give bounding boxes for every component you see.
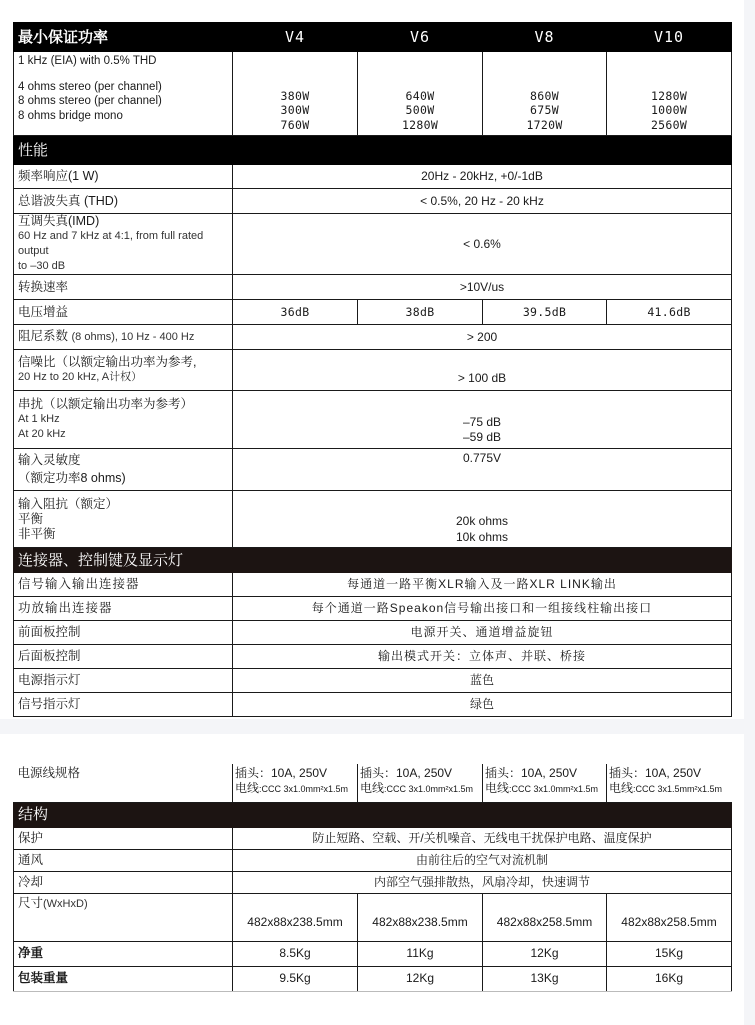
power-value: 860W	[530, 88, 559, 103]
cable-prefix: 电线	[235, 781, 260, 795]
pack-weight-v8: 13Kg	[483, 966, 607, 991]
power-value: 675W	[530, 103, 559, 117]
dimensions-row	[14, 893, 732, 941]
thd-value: < 0.5%, 20 Hz - 20 kHz	[233, 189, 732, 214]
power-labels	[14, 52, 233, 136]
power-value: 2560W	[650, 117, 688, 132]
power-label-8ohm: 8 ohms stereo (per channel)	[18, 95, 162, 107]
connectors-section-title: 连接器、控制键及显示灯	[14, 548, 732, 573]
gain-value-v8: 39.5dB	[483, 300, 607, 325]
crosstalk-value-20k: –59 dB	[462, 430, 502, 444]
connector-value: 绿色	[233, 693, 732, 717]
crosstalk-sub1: At 1 kHz	[18, 413, 60, 425]
power-value: 760W	[280, 117, 310, 132]
dimensions-label-suffix: (WxHxD)	[43, 897, 88, 910]
plug-spec: 插头：10A, 250V	[485, 766, 578, 780]
cooling-row	[14, 871, 732, 893]
table-header-row	[14, 23, 732, 52]
cable-spec: :CCC 3x1.0mm²x1.5m	[384, 784, 474, 794]
power-cord-v6	[358, 764, 483, 802]
imd-value: < 0.6%	[233, 214, 732, 275]
connector-label: 前面板控制	[14, 621, 233, 645]
connector-value: 电源开关、通道增益旋钮	[233, 621, 732, 645]
power-cord-v4	[233, 764, 358, 802]
sensitivity-sub: （额定功率8 ohms)	[18, 471, 126, 485]
structure-section-row	[14, 802, 732, 827]
impedance-label: 输入阻抗（额定）	[18, 496, 119, 511]
connector-label: 后面板控制	[14, 645, 233, 669]
impedance-values	[233, 491, 732, 548]
connector-row	[14, 669, 732, 693]
pack-weight-label: 包装重量	[14, 966, 233, 991]
sensitivity-labels	[14, 449, 233, 491]
crosstalk-labels	[14, 391, 233, 449]
dimensions-value-v10: 482x88x258.5mm	[607, 893, 732, 941]
power-value: 1000W	[650, 103, 688, 117]
connector-row	[14, 597, 732, 621]
connector-value: 每个通道一路Speakon信号输出接口和一组接线柱输出接口	[233, 597, 732, 621]
impedance-sub-balanced: 平衡	[18, 511, 44, 526]
power-values-v4	[233, 52, 358, 136]
performance-section-row	[14, 136, 732, 165]
power-cord-v10	[607, 764, 732, 802]
dimensions-value-v6: 482x88x238.5mm	[358, 893, 483, 941]
imd-sub2: to –30 dB	[18, 260, 66, 272]
ventilation-label: 通风	[14, 849, 233, 871]
power-values-v10	[607, 52, 732, 136]
power-values-v8	[483, 52, 607, 136]
snr-label: 信噪比（以额定输出功率为参考,	[18, 355, 197, 369]
power-label-bridge: 8 ohms bridge mono	[18, 109, 123, 122]
pack-weight-v10: 16Kg	[607, 966, 732, 991]
damping-row	[14, 325, 732, 350]
slew-value: >10V/us	[233, 275, 732, 300]
power-value: 1280W	[401, 117, 439, 132]
power-value: 500W	[405, 103, 435, 117]
power-value: 380W	[280, 88, 310, 103]
ventilation-value: 由前往后的空气对流机制	[233, 849, 732, 871]
connector-row	[14, 693, 732, 717]
pack-weight-v6: 12Kg	[358, 966, 483, 991]
pack-weight-v4: 9.5Kg	[233, 966, 358, 991]
sensitivity-label: 输入灵敏度	[18, 453, 81, 467]
connector-label: 电源指示灯	[14, 669, 233, 693]
dimensions-value-v8: 482x88x258.5mm	[483, 893, 607, 941]
imd-row	[14, 214, 732, 275]
impedance-sub-unbalanced: 非平衡	[18, 526, 56, 541]
connectors-section-row	[14, 548, 732, 573]
snr-labels	[14, 350, 233, 391]
freq-response-row	[14, 165, 732, 189]
crosstalk-row	[14, 391, 732, 449]
gain-value-v4: 36dB	[233, 300, 358, 325]
crosstalk-value-1k: –75 dB	[462, 415, 502, 429]
net-weight-row	[14, 941, 732, 966]
sensitivity-row	[14, 449, 732, 491]
thd-label: 总谐波失真 (THD)	[14, 189, 233, 214]
connector-value: 每通道一路平衡XLR输入及一路XLR LINK输出	[233, 573, 732, 597]
sensitivity-value: 0.775V	[233, 449, 732, 491]
snr-sub: 20 Hz to 20 kHz, A计权）	[18, 371, 143, 383]
power-cord-label: 电源线规格	[14, 764, 233, 802]
model-header-v6: V6	[358, 23, 483, 52]
impedance-value-balanced: 20k ohms	[455, 514, 509, 528]
power-values-v6	[358, 52, 483, 136]
power-row	[14, 52, 732, 136]
gain-row	[14, 300, 732, 325]
plug-spec: 插头：10A, 250V	[609, 766, 702, 780]
crosstalk-sub2: At 20 kHz	[18, 428, 66, 440]
power-cord-row	[14, 764, 732, 802]
freq-response-label: 频率响应(1 W)	[14, 165, 233, 189]
ventilation-row	[14, 849, 732, 871]
crosstalk-values	[233, 391, 732, 449]
slew-row	[14, 275, 732, 300]
power-cord-v8	[483, 764, 607, 802]
power-condition: 1 kHz (EIA) with 0.5% THD	[18, 55, 157, 67]
connector-label: 功放输出连接器	[14, 597, 233, 621]
net-weight-v10: 15Kg	[607, 941, 732, 966]
damping-label: 阻尼系数	[18, 329, 69, 343]
connector-row	[14, 573, 732, 597]
cable-spec: :CCC 3x1.5mm²x1.5m	[633, 784, 723, 794]
spec-sheet-panel-2	[0, 734, 744, 1025]
net-weight-v8: 12Kg	[483, 941, 607, 966]
connector-label: 信号指示灯	[14, 693, 233, 717]
imd-label: 互调失真(IMD)	[18, 214, 100, 228]
snr-value: > 100 dB	[233, 350, 732, 391]
cable-spec: :CCC 3x1.0mm²x1.5m	[259, 784, 349, 794]
cable-spec: :CCC 3x1.0mm²x1.5m	[509, 784, 599, 794]
connector-label: 信号输入输出连接器	[14, 573, 233, 597]
power-section-title: 最小保证功率	[14, 23, 233, 52]
protection-value: 防止短路、空载、开/关机噪音、无线电干扰保护电路、温度保护	[233, 827, 732, 849]
net-weight-label: 净重	[14, 941, 233, 966]
power-value: 1280W	[650, 88, 688, 103]
protection-label: 保护	[14, 827, 233, 849]
connector-row	[14, 645, 732, 669]
snr-row	[14, 350, 732, 391]
power-value: 640W	[405, 88, 435, 103]
imd-labels	[14, 214, 233, 275]
freq-response-value: 20Hz - 20kHz, +0/-1dB	[233, 165, 732, 189]
net-weight-v6: 11Kg	[358, 941, 483, 966]
pack-weight-row	[14, 966, 732, 991]
thd-row	[14, 189, 732, 214]
plug-spec: 插头：10A, 250V	[235, 766, 328, 780]
connector-value: 蓝色	[233, 669, 732, 693]
structure-section-title: 结构	[14, 802, 732, 827]
gain-label: 电压增益	[14, 300, 233, 325]
cooling-value: 内部空气强排散热，风扇冷却，快速调节	[233, 871, 732, 893]
performance-section-title: 性能	[14, 136, 233, 165]
damping-value: > 200	[233, 325, 732, 350]
damping-label-suffix: (8 ohms), 10 Hz - 400 Hz	[71, 331, 195, 343]
model-header-v4: V4	[233, 23, 358, 52]
dimensions-label: 尺寸	[18, 895, 44, 910]
spec-table-structure	[13, 764, 732, 992]
cable-prefix: 电线	[360, 781, 385, 795]
impedance-labels	[14, 491, 233, 548]
cable-prefix: 电线	[485, 781, 510, 795]
crosstalk-label: 串扰（以额定输出功率为参考）	[18, 397, 194, 411]
connector-row	[14, 621, 732, 645]
model-header-v10: V10	[607, 23, 732, 52]
power-label-4ohm: 4 ohms stereo (per channel)	[18, 80, 162, 93]
model-header-v8: V8	[483, 23, 607, 52]
power-value: 1720W	[526, 117, 563, 132]
cooling-label: 冷却	[14, 871, 233, 893]
power-value: 300W	[280, 103, 310, 117]
dimensions-label-cell	[14, 893, 233, 941]
spec-table-main	[13, 22, 732, 717]
connector-value: 输出模式开关：立体声、并联、桥接	[233, 645, 732, 669]
gain-value-v10: 41.6dB	[607, 300, 732, 325]
imd-sub1: 60 Hz and 7 kHz at 4:1, from full rated output	[18, 230, 204, 257]
net-weight-v4: 8.5Kg	[233, 941, 358, 966]
slew-label: 转换速率	[14, 275, 233, 300]
gain-value-v6: 38dB	[358, 300, 483, 325]
impedance-row	[14, 491, 732, 548]
damping-label-cell	[14, 325, 233, 350]
plug-spec: 插头：10A, 250V	[360, 766, 453, 780]
performance-section-fill	[233, 136, 732, 165]
cable-prefix: 电线	[609, 781, 634, 795]
impedance-value-unbalanced: 10k ohms	[455, 530, 509, 544]
dimensions-value-v4: 482x88x238.5mm	[233, 893, 358, 941]
protection-row	[14, 827, 732, 849]
